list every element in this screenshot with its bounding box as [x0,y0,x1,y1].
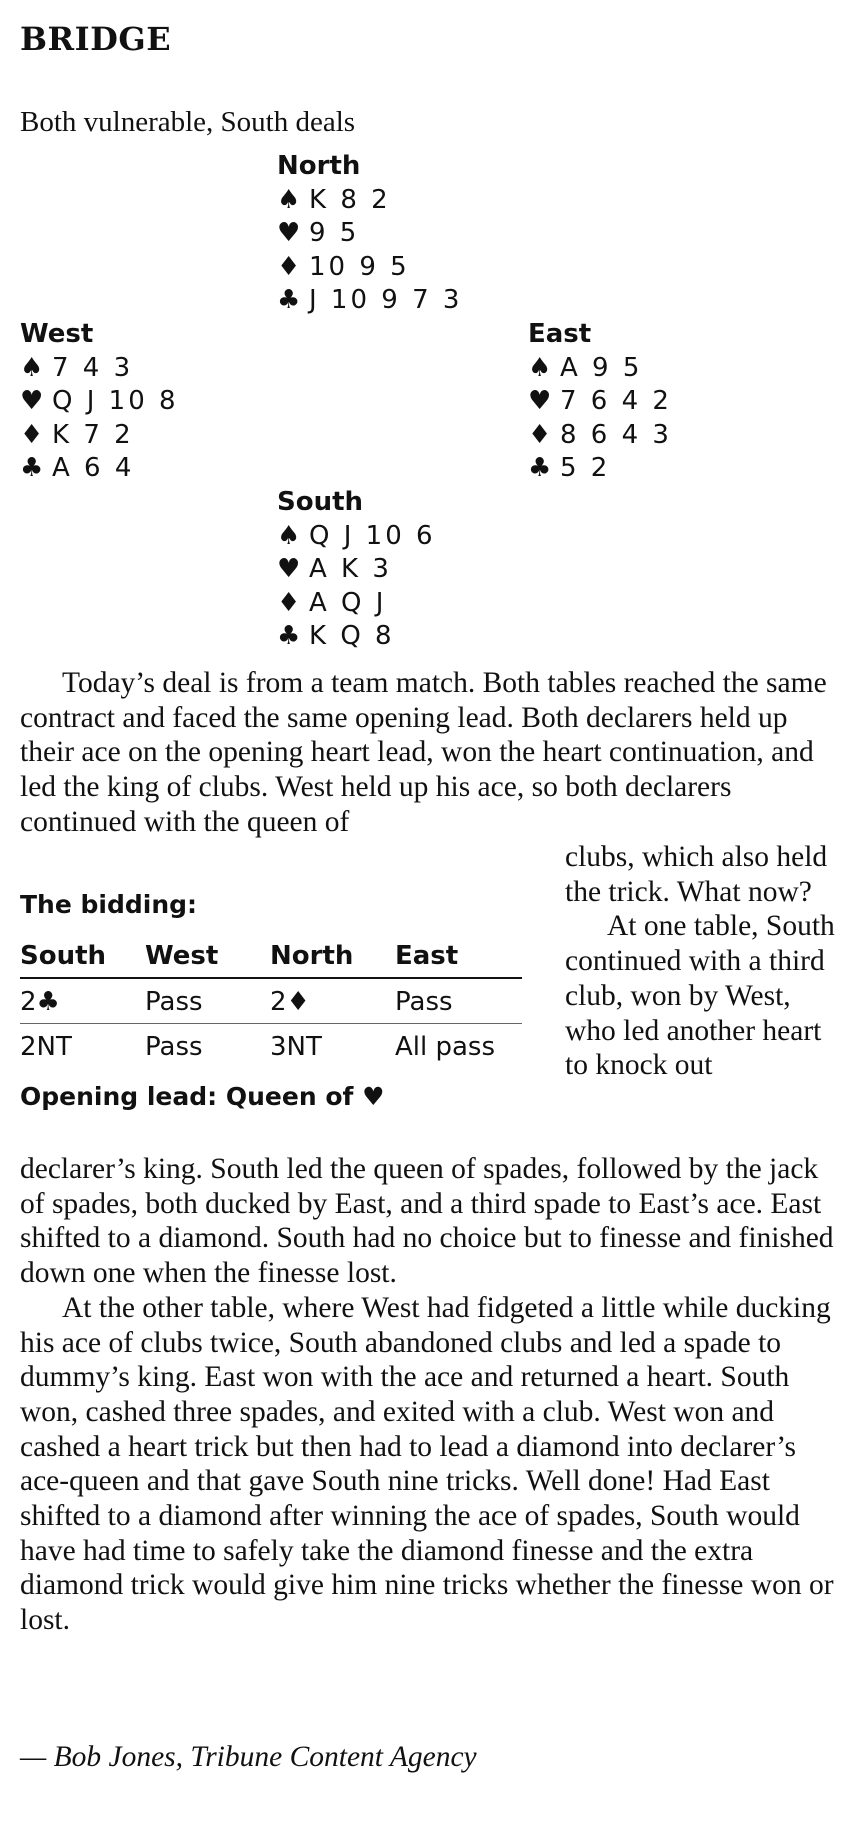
hand-name: South [277,487,364,517]
opening-lead-text: Opening lead: Queen of [20,1082,363,1111]
column-header: West [145,941,270,978]
card-list: Q J 10 6 [309,520,436,551]
card-list: A Q J [309,587,387,618]
card-list: Q J 10 8 [52,386,179,416]
heart-icon: ♥ [362,1082,385,1111]
card-list: A K 3 [309,554,392,584]
page-title: BRIDGE [20,20,172,58]
diamonds-row [277,587,436,621]
bid-cell: Pass [145,1032,203,1062]
spades-row [277,520,436,554]
club-icon: ♣ [277,621,301,651]
club-icon: ♣ [20,453,44,483]
diamond-icon: ♦ [277,251,301,282]
hearts-row [277,553,436,587]
article-body [20,1152,845,1638]
hand-name: West [20,319,94,349]
spades-row [277,184,462,218]
card-list: 5 2 [560,453,611,483]
club-icon: ♣ [528,453,552,483]
bidding-header-row [20,941,522,978]
south-hand [277,486,436,654]
hand-name: North [277,151,361,181]
hand-name: East [528,319,592,349]
card-list: 8 6 4 3 [560,419,672,450]
column-header: East [395,941,522,978]
card-list: 10 9 5 [309,251,410,282]
hearts-row [277,217,462,251]
paragraph: Today’s deal is from a team match. Both tables reached the same contract and faced the same opening lead. Both declarers held up their ace on the opening heart lead, won the heart continuation, and led the king of clubs. West held up his ace, so both declarers continued with the queen of [20,667,827,838]
bid-cell: 2NT [20,1032,72,1062]
opening-lead [20,1082,522,1111]
diamond-icon: ♦ [20,419,44,450]
clubs-row [277,284,462,318]
card-list: 9 5 [309,218,360,248]
spade-icon: ♠ [20,352,44,383]
card-list: 7 4 3 [52,352,134,383]
heart-icon: ♥ [277,218,301,248]
bid-cell: Pass [395,978,522,1024]
bidding-box [20,890,522,1111]
diamonds-row [277,251,462,285]
paragraph: declarer’s king. South led the queen of spades, followed by the jack of spades, both ducked by East, and a third spade to East’s ace. East shifted to a diamond. South had no choice but to finesse and finished down one when the finesse lost. [20,1153,834,1290]
club-icon: ♣ [277,285,301,315]
table-row [20,978,522,1024]
paragraph: clubs, which also held the trick. What now? [565,841,828,908]
west-hand [20,318,179,486]
byline: — Bob Jones, Tribune Content Agency [20,1741,477,1773]
clubs-row [20,452,179,486]
card-list: A 9 5 [560,352,643,383]
article-narrow-column [565,840,835,1083]
clubs-row [277,620,436,654]
spades-row [528,352,672,386]
card-list: J 10 9 7 3 [309,285,463,315]
heart-icon: ♥ [277,554,301,584]
north-hand [277,150,462,318]
hearts-row [528,385,672,419]
card-list: 7 6 4 2 [560,386,672,416]
spades-row [20,352,179,386]
clubs-row [528,452,672,486]
diamonds-row [20,419,179,453]
bidding-table [20,941,522,1068]
spade-icon: ♠ [277,520,301,551]
column-header: South [20,941,145,978]
spade-icon: ♠ [277,184,301,215]
card-list: K 7 2 [52,419,134,450]
table-row [20,1024,522,1069]
bidding-title: The bidding: [20,890,198,919]
article-intro [20,666,830,840]
spade-icon: ♠ [528,352,552,383]
vulnerability-line: Both vulnerable, South deals [20,106,356,138]
card-list: A 6 4 [52,453,135,483]
card-list: K Q 8 [309,621,395,651]
bid-cell: All pass [395,1032,496,1062]
card-list: K 8 2 [309,184,391,215]
diamonds-row [528,419,672,453]
bid-cell: Pass [145,978,270,1024]
paragraph: At the other table, where West had fidgeted a little while ducking his ace of clubs twice, South abandoned clubs and led a spade to dummy’s king. East won with the ace and returned a heart. South won, cashed three spades, and exited with a club. West won and cashed a heart trick but then had to lead a diamond into declarer’s ace-queen and that gave South nine tricks. Well done! Had East shifted to a diamond after winning the ace of spades, South would have had time to safely take the diamond finesse and the extra diamond trick would give him nine tricks whether the finesse won or lost. [20,1291,834,1637]
paragraph: At one table, South continued with a third club, won by West, who led another heart to knock out [565,910,835,1082]
heart-icon: ♥ [528,386,552,416]
column-header: North [270,941,395,978]
heart-icon: ♥ [20,386,44,416]
diamond-icon: ♦ [528,419,552,450]
hearts-row [20,385,179,419]
bid-cell: 2♦ [270,978,395,1024]
bid-cell: 2♣ [20,978,145,1024]
bid-cell: 3NT [270,1032,322,1062]
east-hand [528,318,672,486]
diamond-icon: ♦ [277,587,301,618]
